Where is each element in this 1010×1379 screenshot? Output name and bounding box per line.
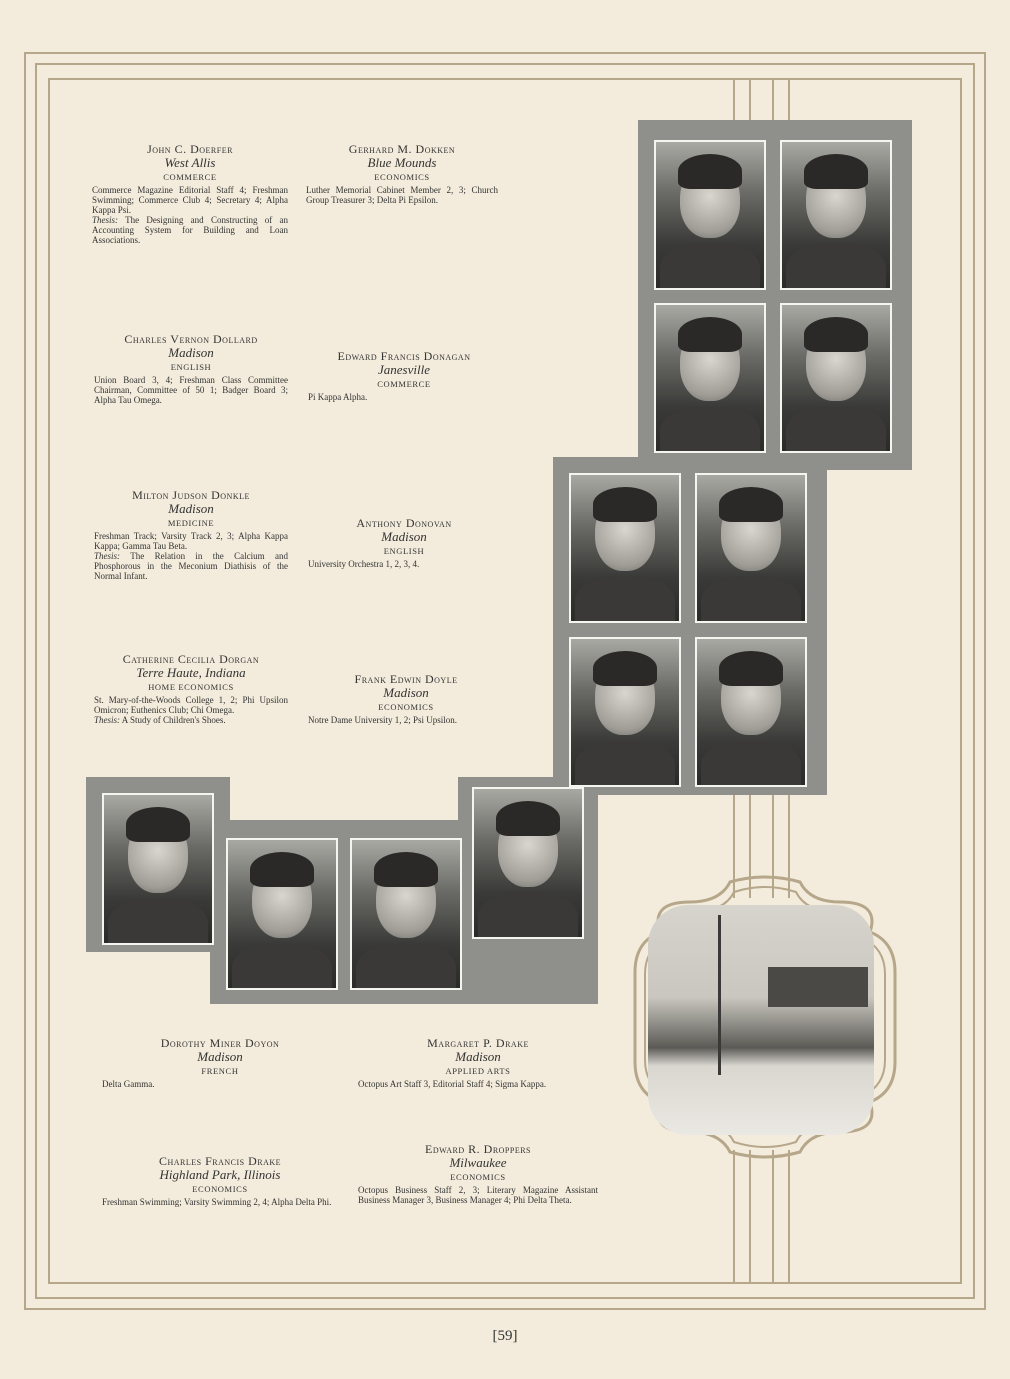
entry-doyon	[102, 1036, 338, 1089]
student-activities: Commerce Magazine Editorial Staff 4; Freshman Swimming; Commerce Club 4; Secretary 4; Alpha Kappa Psi. Thesis: The Designing and Constructing of an Accounting System for Building and Loan Associations.	[92, 185, 288, 245]
portrait-photo	[780, 303, 892, 453]
student-name: Frank Edwin Doyle	[354, 672, 458, 686]
student-department: ECONOMICS	[378, 702, 434, 712]
student-activities: Union Board 3, 4; Freshman Class Committee Chairman, Committee of 50 1; Badger Board 3; Alpha Tau Omega.	[94, 375, 288, 405]
student-name: Catherine Cecilia Dorgan	[122, 652, 260, 666]
student-name: Milton Judson Donkle	[132, 488, 250, 502]
decor-line	[733, 78, 735, 122]
entry-doyle	[308, 672, 504, 725]
student-department: APPLIED ARTS	[445, 1066, 511, 1076]
student-hometown: Terre Haute, Indiana	[136, 665, 246, 680]
student-activities: Pi Kappa Alpha.	[308, 392, 368, 402]
decor-line	[749, 1150, 751, 1284]
portrait-photo	[569, 473, 681, 623]
student-department: ENGLISH	[170, 362, 212, 372]
student-activities: University Orchestra 1, 2, 3, 4.	[308, 559, 420, 569]
portrait-photo	[226, 838, 338, 990]
student-name: Margaret P. Drake	[427, 1036, 529, 1050]
decor-line	[788, 1150, 790, 1284]
entry-dokken	[306, 142, 498, 205]
student-name: Charles Francis Drake	[158, 1154, 282, 1168]
entry-droppers	[358, 1142, 598, 1205]
portrait-photo	[695, 473, 807, 623]
portrait-photo	[654, 140, 766, 290]
thesis-label: Thesis:	[94, 551, 121, 561]
decor-line	[733, 1150, 735, 1284]
student-department: COMMERCE	[163, 172, 217, 182]
decor-line	[772, 78, 774, 122]
entry-dorgan	[94, 652, 288, 725]
student-activities: Octopus Business Staff 2, 3; Literary Magazine Assistant Business Manager 3, Business Manager 4; Phi Delta Theta.	[358, 1185, 598, 1205]
winter-scene-photo	[648, 905, 874, 1135]
student-name: Gerhard M. Dokken	[348, 142, 456, 156]
student-department: ECONOMICS	[374, 172, 430, 182]
student-hometown: Blue Mounds	[367, 155, 437, 170]
portrait-photo	[102, 793, 214, 945]
student-hometown: Madison	[381, 529, 427, 544]
entry-donovan	[308, 516, 500, 569]
student-name: Dorothy Miner Doyon	[160, 1036, 280, 1050]
decor-line	[749, 78, 751, 122]
thesis-label: Thesis:	[92, 215, 119, 225]
student-activities: Luther Memorial Cabinet Member 2, 3; Church Group Treasurer 3; Delta Pi Epsilon.	[306, 185, 498, 205]
entry-donkle	[94, 488, 288, 581]
page-number: [59]	[492, 1328, 518, 1344]
student-department: ECONOMICS	[192, 1184, 248, 1194]
student-name: Charles Vernon Dollard	[124, 332, 258, 346]
portrait-photo	[472, 787, 584, 939]
student-hometown: Milwaukee	[449, 1155, 507, 1170]
student-department: HOME ECONOMICS	[148, 682, 234, 692]
student-activities: Octopus Art Staff 3, Editorial Staff 4; Sigma Kappa.	[358, 1079, 547, 1089]
student-hometown: Madison	[383, 685, 429, 700]
student-name: John C. Doerfer	[147, 142, 233, 156]
student-name: Edward R. Droppers	[424, 1142, 531, 1156]
entry-m-drake	[358, 1036, 598, 1089]
thesis-label: Thesis:	[94, 715, 121, 725]
student-hometown: Madison	[197, 1049, 243, 1064]
thesis-text: A Study of Children's Shoes.	[120, 715, 226, 725]
thesis-text: The Relation in the Calcium and Phosphorous in the Meconium Diathisis of the Normal Infant.	[94, 551, 288, 581]
student-hometown: Highland Park, Illinois	[159, 1167, 281, 1182]
portrait-photo	[569, 637, 681, 787]
student-hometown: Madison	[455, 1049, 501, 1064]
student-activities: Delta Gamma.	[102, 1079, 155, 1089]
thesis-text: The Designing and Constructing of an Accounting System for Building and Loan Associations.	[92, 215, 288, 245]
entry-dollard	[94, 332, 288, 405]
student-name: Edward Francis Donagan	[337, 349, 471, 363]
student-hometown: Madison	[168, 501, 214, 516]
student-activities: Freshman Track; Varsity Track 2, 3; Alpha Kappa Kappa; Gamma Tau Beta. Thesis: The Relation in the Calcium and Phosphorous in the Meconium Diathisis of the Normal Infant.	[94, 531, 288, 581]
portrait-photo	[780, 140, 892, 290]
portrait-photo	[350, 838, 462, 990]
entry-doerfer	[92, 142, 288, 245]
student-hometown: West Allis	[164, 155, 216, 170]
student-department: ENGLISH	[383, 546, 425, 556]
entry-c-drake	[102, 1154, 338, 1207]
student-name: Anthony Donovan	[356, 516, 452, 530]
student-activities: Notre Dame University 1, 2; Psi Upsilon.	[308, 715, 457, 725]
student-hometown: Madison	[168, 345, 214, 360]
student-activities: Freshman Swimming; Varsity Swimming 2, 4; Alpha Delta Phi.	[102, 1197, 332, 1207]
student-department: MEDICINE	[167, 518, 215, 528]
student-department: FRENCH	[201, 1066, 239, 1076]
portrait-photo	[695, 637, 807, 787]
entry-donagan	[308, 349, 500, 402]
student-department: COMMERCE	[377, 379, 431, 389]
student-activities: St. Mary-of-the-Woods College 1, 2; Phi Upsilon Omicron; Euthenics Club; Chi Omega. Thesis: A Study of Children's Shoes.	[94, 695, 288, 725]
decor-line	[772, 1150, 774, 1284]
student-department: ECONOMICS	[450, 1172, 506, 1182]
decor-line	[788, 78, 790, 122]
portrait-photo	[654, 303, 766, 453]
student-hometown: Janesville	[378, 362, 430, 377]
